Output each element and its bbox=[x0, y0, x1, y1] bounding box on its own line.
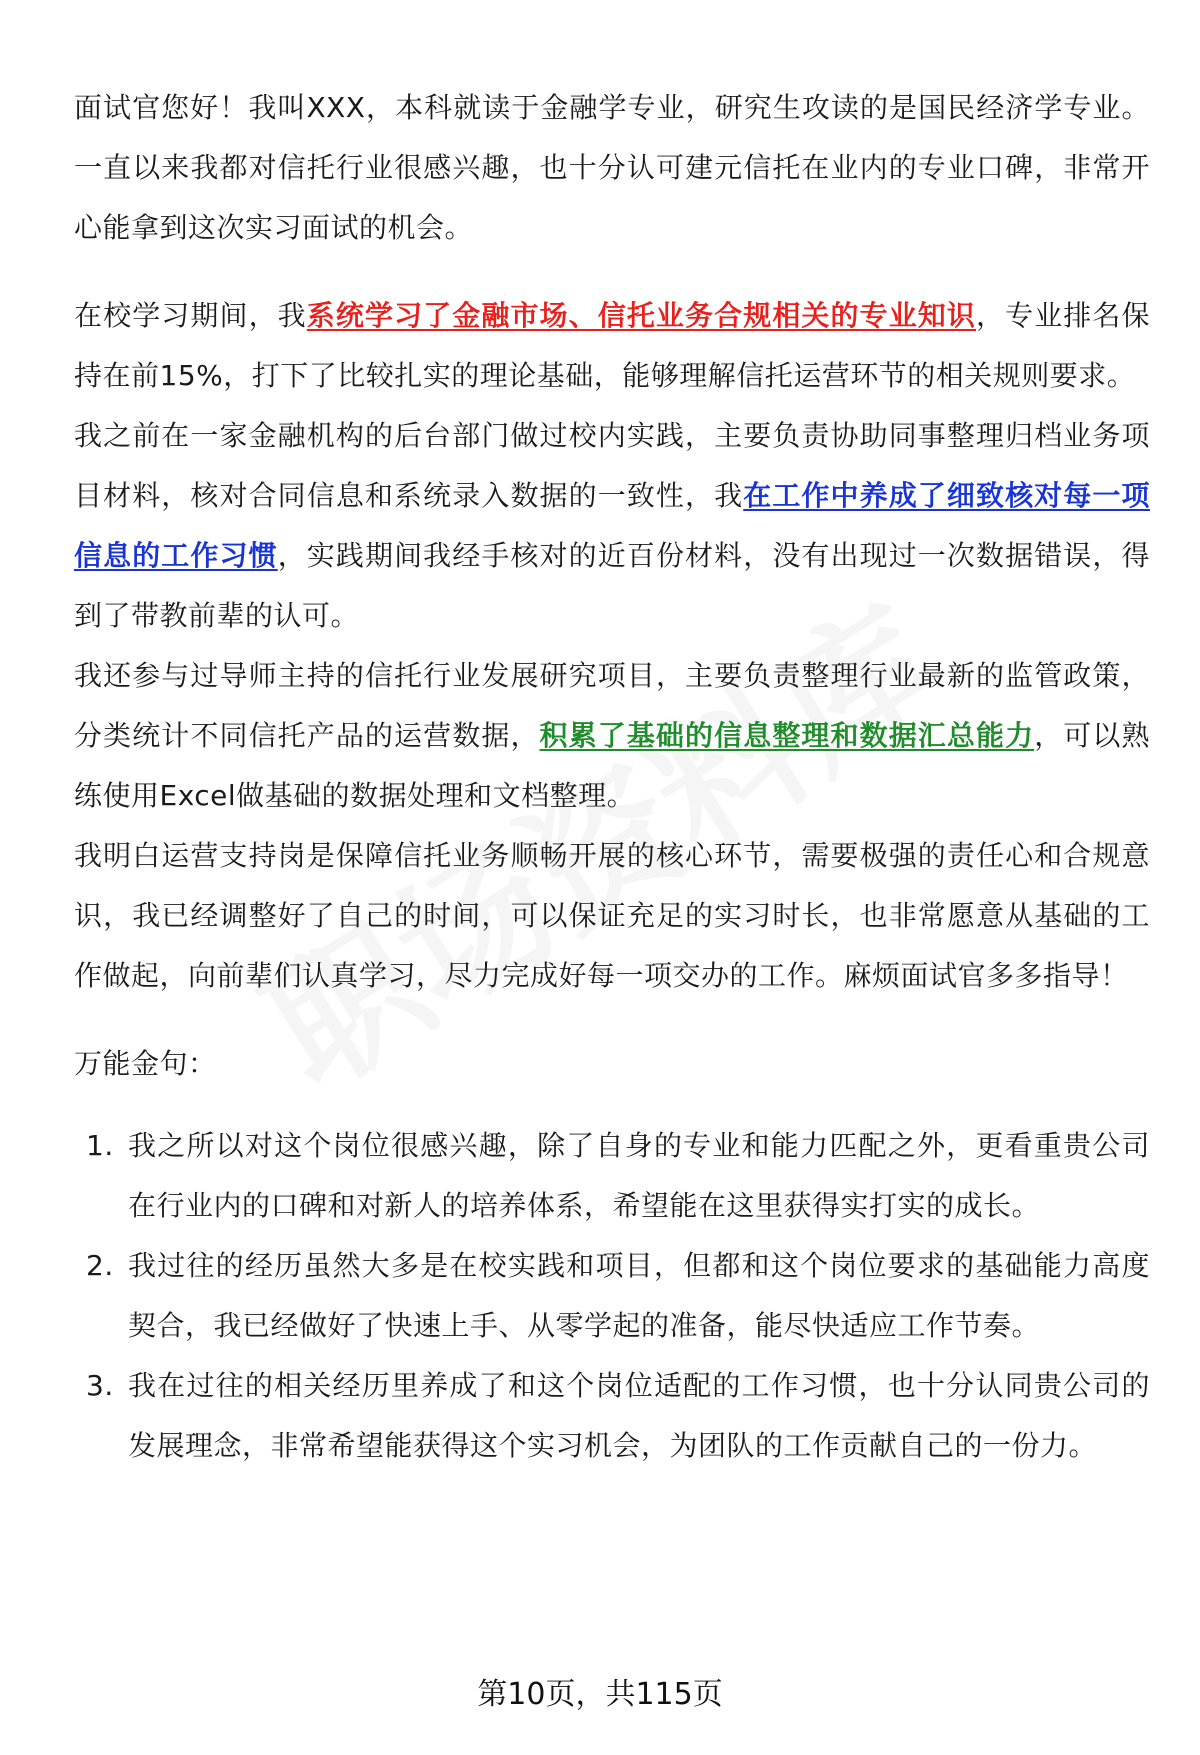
intro-paragraph bbox=[74, 78, 1150, 258]
list-item-text: 我之所以对这个岗位很感兴趣，除了自身的专业和能力匹配之外，更看重贵公司在行业内的口碑和对新人的培养体系，希望能在这里获得实打实的成长。 bbox=[128, 1129, 1150, 1222]
list-item-number: 1. bbox=[86, 1129, 114, 1162]
list-item bbox=[74, 1236, 1150, 1356]
list-item-number: 2. bbox=[86, 1249, 114, 1282]
practice-paragraph bbox=[74, 406, 1150, 646]
practice-text-before: 我之前在一家金融机构的后台部门做过校内实践，主要负责协助同事整理归档业务项目材料，核对合同信息和系统录入数据的一致性，我 bbox=[74, 419, 1150, 512]
page-number: 第10页，共115页 bbox=[477, 1677, 723, 1712]
list-item-number: 3. bbox=[86, 1369, 114, 1402]
study-paragraph bbox=[74, 286, 1150, 406]
project-paragraph bbox=[74, 646, 1150, 826]
study-text-before: 在校学习期间，我 bbox=[74, 299, 307, 332]
document-page bbox=[74, 78, 1150, 1476]
practice-text-after: ，实践期间我经手核对的近百份材料，没有出现过一次数据错误，得到了带教前辈的认可。 bbox=[74, 539, 1150, 632]
intro-text: 面试官您好！我叫XXX，本科就读于金融学专业，研究生攻读的是国民经济学专业。一直以来我都对信托行业很感兴趣，也十分认可建元信托在业内的专业口碑，非常开心能拿到这次实习面试的机会。 bbox=[74, 91, 1150, 244]
list-item bbox=[74, 1356, 1150, 1476]
tips-list bbox=[74, 1116, 1150, 1476]
tips-heading: 万能金句： bbox=[74, 1047, 217, 1080]
list-item-text: 我在过往的相关经历里养成了和这个岗位适配的工作习惯，也十分认同贵公司的发展理念，非常希望能获得这个实习机会，为团队的工作贡献自己的一份力。 bbox=[128, 1369, 1150, 1462]
list-item-text: 我过往的经历虽然大多是在校实践和项目，但都和这个岗位要求的基础能力高度契合，我已经做好了快速上手、从零学起的准备，能尽快适应工作节奏。 bbox=[128, 1249, 1150, 1342]
project-text-before: 我还参与过导师主持的信托行业发展研究项目，主要负责整理行业最新的监管政策，分类统计不同信托产品的运营数据， bbox=[74, 659, 1150, 752]
closing-text: 我明白运营支持岗是保障信托业务顺畅开展的核心环节，需要极强的责任心和合规意识，我已经调整好了自己的时间，可以保证充足的实习时长，也非常愿意从基础的工作做起，向前辈们认真学习，尽力完成好每一项交办的工作。麻烦面试官多多指导！ bbox=[74, 839, 1150, 992]
project-text-after: ，可以熟练使用Excel做基础的数据处理和文档整理。 bbox=[74, 719, 1150, 812]
study-text-after: ，专业排名保持在前15%，打下了比较扎实的理论基础，能够理解信托运营环节的相关规则要求。 bbox=[74, 299, 1150, 392]
closing-paragraph bbox=[74, 826, 1150, 1006]
project-highlight: 积累了基础的信息整理和数据汇总能力 bbox=[539, 719, 1035, 752]
practice-highlight: 在工作中养成了细致核对每一项信息的工作习惯 bbox=[74, 479, 1150, 572]
list-item bbox=[74, 1116, 1150, 1236]
study-highlight: 系统学习了金融市场、信托业务合规相关的专业知识 bbox=[306, 299, 976, 332]
